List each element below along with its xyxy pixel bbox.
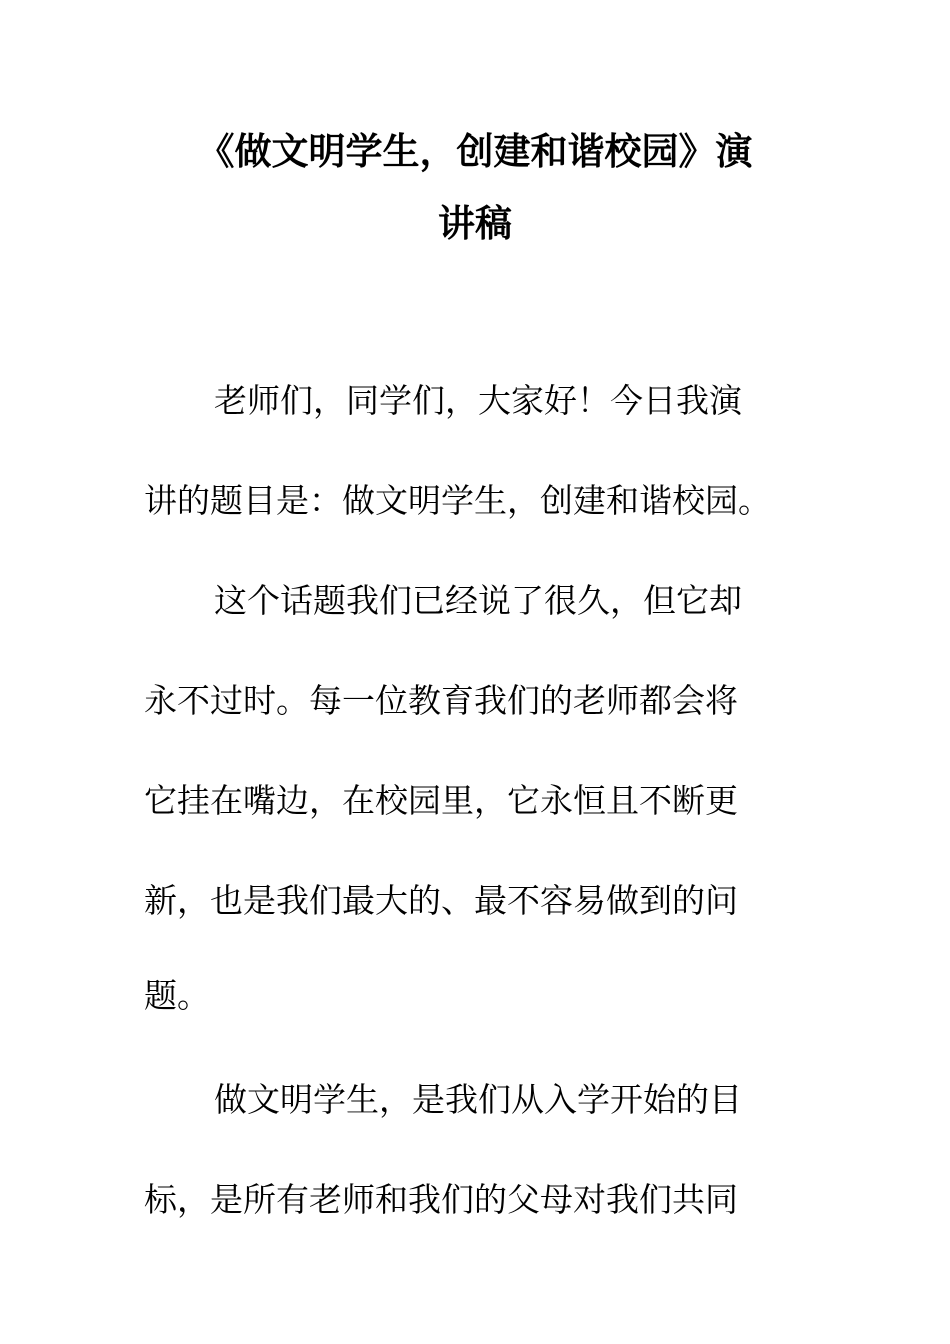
body-line-2: 讲的题目是：做文明学生，创建和谐校园。 <box>144 481 771 520</box>
title-line-2: 讲稿 <box>438 202 512 245</box>
body-line-7: 题。 <box>144 976 210 1015</box>
body-line-5: 它挂在嘴边，在校园里，它永恒且不断更 <box>144 781 738 820</box>
body-line-8: 做文明学生，是我们从入学开始的目 <box>214 1080 742 1119</box>
body-line-3: 这个话题我们已经说了很久，但它却 <box>214 581 742 620</box>
body-line-9: 标，是所有老师和我们的父母对我们共同 <box>144 1180 738 1219</box>
body-line-1: 老师们，同学们，大家好！今日我演 <box>214 381 742 420</box>
title-line-1: 《做文明学生，创建和谐校园》演 <box>197 130 753 173</box>
body-line-4: 永不过时。每一位教育我们的老师都会将 <box>144 681 738 720</box>
body-line-6: 新，也是我们最大的、最不容易做到的问 <box>144 881 738 920</box>
document-title <box>140 116 810 260</box>
